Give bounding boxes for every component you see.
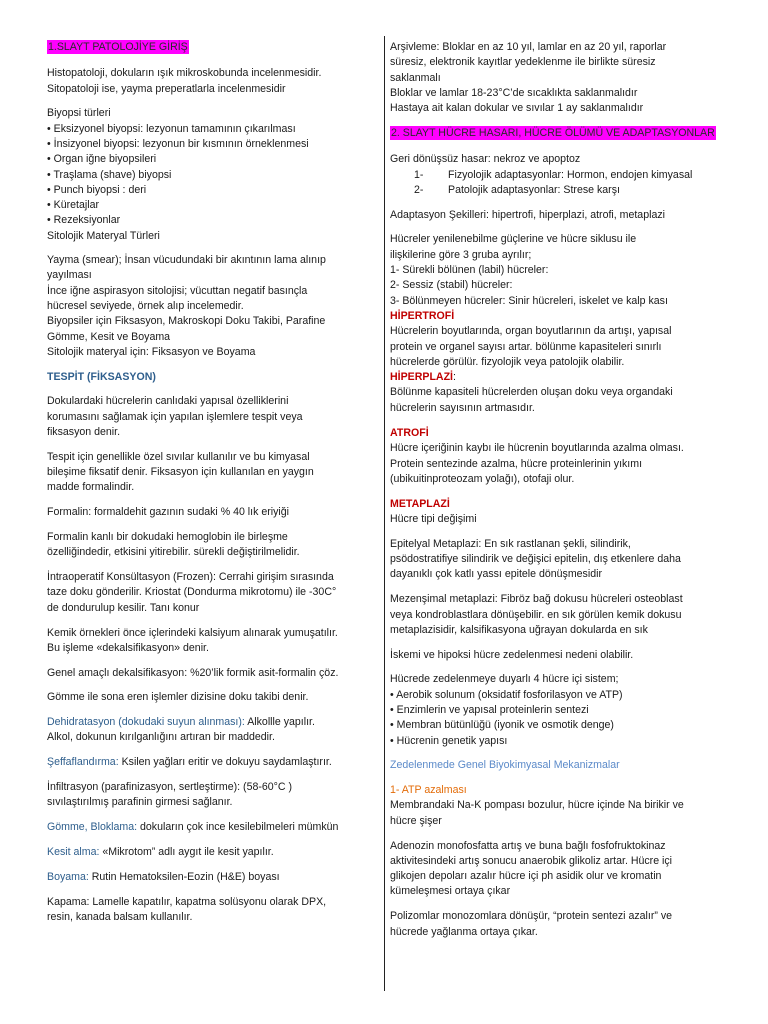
list-item: • Traşlama (shave) biyopsi xyxy=(47,168,172,181)
fixation-heading: TESPİT (FİKSASYON) xyxy=(47,370,156,383)
list-item: 2- Patolojik adaptasyonlar: Strese karşı xyxy=(414,183,620,196)
sectioning-label: Kesit alma: xyxy=(47,845,100,858)
atp-heading: 1- ATP azalması xyxy=(390,784,467,797)
list-item: • Hücrenin genetik yapısı xyxy=(390,734,508,747)
adenosine-paragraph: Adenozin monofosfatta artış ve buna bağlı fosfofruktokinaz aktivitesindeki artış sonucu anaerobik glikoliz artar. Hücre içi glikojen depoları azalır hücre içi ph asidik olur ve kromatin kümeleşmesi ortaya çıkar xyxy=(390,839,673,898)
section-heading-1: 1.SLAYT PATOLOJİYE GİRİŞ xyxy=(48,41,188,53)
fixation-paragraph-1: Dokulardaki hücrelerin canlıdaki yapısal özelliklerini korumasını sağlamak için yapılan işlemlere tespit veya fiksasyon denir. xyxy=(47,395,303,439)
adaptation-forms: Adaptasyon Şekilleri: hipertrofi, hiperplazi, atrofi, metaplazi xyxy=(390,208,665,221)
section-heading-2: 2. SLAYT HÜCRE HASARI, HÜCRE ÖLÜMÜ VE ADAPTASYONLAR xyxy=(391,126,715,139)
metaplasia-heading: METAPLAZİ xyxy=(390,497,450,510)
atrophy-heading: ATROFİ xyxy=(390,427,429,440)
mounting-paragraph: Kapama: Lamelle kapatılır, kapatma solüsyonu olarak DPX, resin, kanada balsam kullanılır. xyxy=(47,895,327,923)
list-item: 1- Fizyolojik adaptasyonlar: Hormon, endojen kimyasal xyxy=(414,168,693,181)
list-item: • Rezeksiyonlar xyxy=(47,214,121,227)
tissue-processing-text: Gömme ile sona eren işlemler dizisine doku takibi denir. xyxy=(47,691,309,704)
list-item: • Küretajlar xyxy=(47,199,99,212)
polysome-paragraph: Polizomlar monozomlara dönüşür, “protein sentezi azalır” ve hücrede yağlanma ortaya çıkar. xyxy=(390,910,673,938)
mechanisms-heading: Zedelenmede Genel Biyokimyasal Mekanizmalar xyxy=(390,759,620,772)
dehydration-label: Dehidratasyon (dokudaki suyun alınması): xyxy=(47,716,245,729)
ischemia-text: İskemi ve hipoksi hücre zedelenmesi nedeni olabilir. xyxy=(390,648,634,661)
mesenchymal-metaplasia: Mezenşimal metaplazi: Fibröz bağ dokusu hücreleri osteoblast veya kondroblastlara dönüşebilir. en sık görülen kemik dokusu metaplazisidir, kalsifikasyona uğrayan dokularda en sık xyxy=(390,593,683,636)
list-item: • Eksizyonel biyopsi: lezyonun tamamının çıkarılması xyxy=(47,122,296,135)
archiving-paragraph: Arşivleme: Bloklar en az 10 yıl, lamlar en az 20 yıl, raporlar süresiz, elektronik kayıtlar yedeklenme ile birlikte süresiz saklanmalı Bloklar ve lamlar 18-23°C’de sıcaklıkta saklanmalıdır Hastaya ait kalan dokular ve sıvılar 1 ay saklanmalıdır xyxy=(390,41,667,115)
irreversible-damage: Geri dönüşsüz hasar: nekroz ve apoptoz 1- Fizyolojik adaptasyonlar: Hormon, endojen kimyasal 2- Patolojik adaptasyonlar: Strese karşı xyxy=(390,152,730,198)
formalin-definition: Formalin: formaldehit gazının sudaki % 40 lık eriyiği xyxy=(47,506,289,519)
list-item: • Membran bütünlüğü (iyonik ve osmotik denge) xyxy=(390,719,614,732)
list-item: • Organ iğne biyopsileri xyxy=(47,153,157,166)
atp-section: 1- ATP azalması Membrandaki Na-K pompası bozulur, hücre içinde Na birikir ve hücre şişer xyxy=(390,783,730,829)
epithelial-metaplasia: Epitelyal Metaplazi: En sık rastlanan şekli, silindirik, psödostratifiye silindirik ve değişici epitelin, dış etkenlere daha dayanıklı çok katlı yassı epitele dönüşmesidir xyxy=(390,537,681,581)
cytology-types-title: Sitolojik Materyal Türleri xyxy=(47,229,160,242)
infiltration-paragraph: İnfiltrasyon (parafinizasyon, sertleştirme): (58-60°C ) sıvılaştırılmış parafinin girmesi sağlanır. xyxy=(47,781,293,809)
right-column xyxy=(390,40,730,949)
biopsy-types xyxy=(47,106,372,244)
bone-paragraph: Kemik örnekleri önce içlerindeki kalsiyum alınarak yumuşatılır. Bu işleme «dekalsifikasyon» denir. xyxy=(47,626,338,654)
injury-systems: Hücrede zedelenmeye duyarlı 4 hücre içi sistem; • Aerobik solunum (oksidatif fosforilasyon ve ATP) • Enzimlerin ve yapısal proteinlerin sentezi • Membran bütünlüğü (iyonik ve osmotik denge) • Hücrenin genetik yapısı xyxy=(390,672,730,748)
embedding-label: Gömme, Bloklama: xyxy=(47,821,138,834)
clearing-label: Şeffaflandırma: xyxy=(47,756,119,769)
formalin-paragraph: Formalin kanlı bir dokudaki hemoglobin ile birleşme özelliğindedir, etkisini yitirebilir. sürekli değiştirilmelidir. xyxy=(47,531,300,559)
left-column: 1.SLAYT PATOLOJİYE GİRİŞ Histopatoloji, dokuların ışık mikroskobunda incelenmesidir. Sitopatoloji ise, yayma preperatlarla incelenmesidir Biyopsi türleri • Eksizyonel biyopsi: lezyonun tamamının çıkarılması • İnsizyonel biyopsi: lezyonun bir kısmının örneklenmesi • Organ iğne biyopsileri • Traşlama (shave) biyopsi • Punch biyopsi : deri • Küretajlar • Rezeksiyonlar Sitolojik Materyal Türleri Yayma (smear); İnsan vücudundaki bir akıntının lama alınıp yayılması İnce iğne aspirasyon sitolojisi; vücuttan negatif basınçla hücresel seviyede, örnek alıp incelemedir. Biyopsiler için Fiksasyon, Makroskopi Doku Takibi, Parafine Gömme, Kesit ve Boyama Sitolojik materyal için: Fiksasyon ve Boyama TESPİT (FİKSASYON) Dokulardaki hücrelerin canlıdaki yapısal özelliklerini korumasını sağlamak için yapılan işlemlere tespit veya fiksasyon denir. Tespit için genellikle özel sıvılar kullanılır ve bu kimyasal bileşime fiksatif denir. Fiksasyon için kullanılan en yaygın madde formalindir. Formalin: formaldehit gazının sudaki % 40 lık eriyiği Formalin kanlı bir dokudaki hemoglobin ile birleşme özelliğindedir, etkisini yitirebilir. sürekli değiştirilmelidir. İntraoperatif Konsültasyon (Frozen): Cerrahi girişim sırasında taze doku gönderilir. Kriostat (Dondurma mikrotomu) ile -30C° de dondurulup kesilir. Tanı konur Kemik örnekleri önce içlerindeki kalsiyum alınarak yumuşatılır. Bu işleme «dekalsifikasyon» denir. Genel amaçlı dekalsifikasyon: %20’lik formik asit-formalin çöz. Gömme ile sona eren işlemler dizisine doku takibi denir. Dehidratasyon (dokudaki suyun alınması): Alkollle yapılır. Alkol, dokunun kırılganlığını artıran bir maddedir. Şeffaflandırma: Ksilen yağları eritir ve dokuyu saydamlaştırır. İnfiltrasyon (parafinizasyon, sertleştirme): (58-60°C ) sıvılaştırılmış parafinin girmesi sağlanır. Gömme, Bloklama: dokuların çok ince kesilebilmeleri mümkün Kesit alma: «Mikrotom” adlı aygıt ile kesit yapılır. Boyama: Rutin Hematoksilen-Eozin (H&E) boyası Kapama: Lamelle kapatılır, kapatma solüsyonu olarak DPX, resin, kanada balsam kullanılır. xyxy=(47,40,372,935)
list-item: • Punch biyopsi : deri xyxy=(47,183,147,196)
biopsy-types-title: Biyopsi türleri xyxy=(47,107,111,120)
list-item: • İnsizyonel biyopsi: lezyonun bir kısmının örneklenmesi xyxy=(47,137,309,150)
column-divider xyxy=(384,36,385,991)
list-item: • Aerobik solunum (oksidatif fosforilasyon ve ATP) xyxy=(390,688,623,701)
frozen-paragraph: İntraoperatif Konsültasyon (Frozen): Cerrahi girişim sırasında taze doku gönderilir. Kriostat (Dondurma mikrotomu) ile -30C° de dondurulup kesilir. Tanı konur xyxy=(47,571,337,614)
fixation-paragraph-2: Tespit için genellikle özel sıvılar kullanılır ve bu kimyasal bileşime fiksatif denir. Fiksasyon için kullanılan en yaygın madde formalindir. xyxy=(47,450,314,494)
list-item: • Enzimlerin ve yapısal proteinlerin sentezi xyxy=(390,703,589,716)
cell-groups: Hücreler yenilenebilme güçlerine ve hücre siklusu ile ilişkilerine göre 3 gruba ayrılır; 1- Sürekli bölünen (labil) hücreler: 2- Sessiz (stabil) hücreler: 3- Bölünmeyen hücreler: Sinir hücreleri, iskelet ve kalp kası HİPERTROFİ Hücrelerin boyutlarında, organ boyutlarının da artışı, yapısal protein ve organel sayısı artar. bölünme kapasiteleri sınırlı hücrelerde görülür. fizyolojik veya patolojik olabilir. HİPERPLAZİ: Bölünme kapasiteli hücrelerden oluşan doku veya organdaki hücrelerin sayısının artmasıdır. xyxy=(390,232,730,416)
staining-label: Boyama: xyxy=(47,870,89,883)
metaplasia-section: METAPLAZİ Hücre tipi değişimi xyxy=(390,497,730,528)
atrophy-section: ATROFİ Hücre içeriğinin kaybı ile hücrenin boyutlarında azalma olması. Protein sentezinde azalma, hücre proteinlerinin yıkımı (ubikuitinproteozam yolağı), otofaji olur. xyxy=(390,426,730,487)
decalcification-text: Genel amaçlı dekalsifikasyon: %20’lik formik asit-formalin çöz. xyxy=(47,666,339,679)
intro-paragraph: Histopatoloji, dokuların ışık mikroskobunda incelenmesidir. Sitopatoloji ise, yayma preperatlarla incelenmesidir xyxy=(47,67,322,95)
hyperplasia-heading: HİPERPLAZİ xyxy=(390,371,453,384)
smear-paragraph: Yayma (smear); İnsan vücudundaki bir akıntının lama alınıp yayılması İnce iğne aspirasyon sitolojisi; vücuttan negatif basınçla hücresel seviyede, örnek alıp incelemedir. Biyopsiler için Fiksasyon, Makroskopi Doku Takibi, Parafine Gömme, Kesit ve Boyama Sitolojik materyal için: Fiksasyon ve Boyama xyxy=(47,254,326,358)
hypertrophy-heading: HİPERTROFİ xyxy=(390,309,455,322)
dehydration-paragraph: Dehidratasyon (dokudaki suyun alınması): Alkollle yapılır. Alkol, dokunun kırılganlığını artıran bir maddedir. xyxy=(47,716,315,744)
